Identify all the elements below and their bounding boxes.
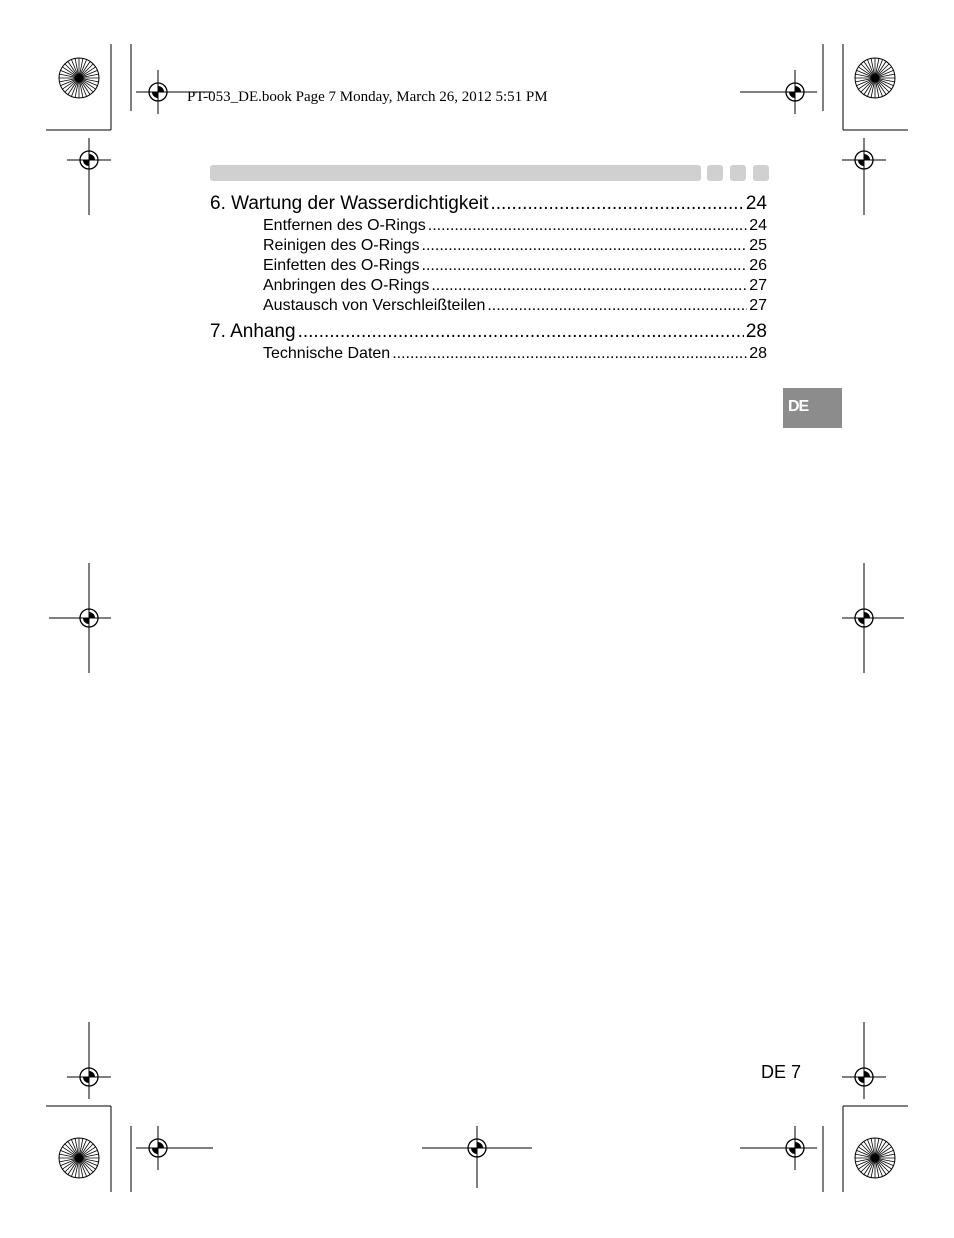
- leader-dots: [392, 345, 747, 363]
- toc-page-number: 28: [749, 345, 767, 362]
- toc-entry-title: Technische Daten: [263, 345, 391, 362]
- toc-page-number: 27: [749, 277, 767, 294]
- toc-chapter-title: 6. Wartung der Wasserdichtigkeit: [210, 193, 489, 214]
- toc-entry[interactable]: [210, 237, 767, 257]
- toc-chapter[interactable]: [210, 321, 767, 345]
- toc-entry-title: Einfetten des O-Rings: [263, 257, 420, 274]
- leader-dots: [431, 277, 747, 295]
- leader-dots: [428, 217, 747, 235]
- toc-page-number: 26: [749, 257, 767, 274]
- toc-entry[interactable]: [210, 297, 767, 317]
- toc-chapter-title: 7. Anhang: [210, 321, 296, 342]
- toc-entry[interactable]: [210, 257, 767, 277]
- header-square: [730, 165, 746, 181]
- header-square: [707, 165, 723, 181]
- page-number: DE 7: [761, 1062, 802, 1082]
- toc-entry-title: Reinigen des O-Rings: [263, 237, 420, 254]
- leader-dots: [490, 193, 743, 215]
- toc-page-number: 25: [749, 237, 767, 254]
- toc-entry[interactable]: [210, 217, 767, 237]
- leader-dots: [298, 321, 744, 343]
- toc-page-number: 24: [745, 193, 767, 214]
- toc-page-number: 27: [749, 297, 767, 314]
- leader-dots: [422, 237, 748, 255]
- language-tab: DE: [783, 388, 842, 428]
- header-bar: [210, 165, 701, 181]
- table-of-contents: [210, 193, 767, 365]
- toc-page-number: 28: [745, 321, 767, 342]
- toc-entry-title: Entfernen des O-Rings: [263, 217, 426, 234]
- toc-entry-title: Anbringen des O-Rings: [263, 277, 430, 294]
- print-slug: PT-053_DE.book Page 7 Monday, March 26, 2012 5:51 PM: [187, 89, 548, 105]
- toc-entry[interactable]: [210, 277, 767, 297]
- leader-dots: [487, 297, 747, 315]
- toc-entry[interactable]: [210, 345, 767, 365]
- toc-entry-title: Austausch von Verschleißteilen: [263, 297, 486, 314]
- leader-dots: [422, 257, 748, 275]
- toc-chapter[interactable]: [210, 193, 767, 217]
- toc-page-number: 24: [749, 217, 767, 234]
- header-square: [753, 165, 769, 181]
